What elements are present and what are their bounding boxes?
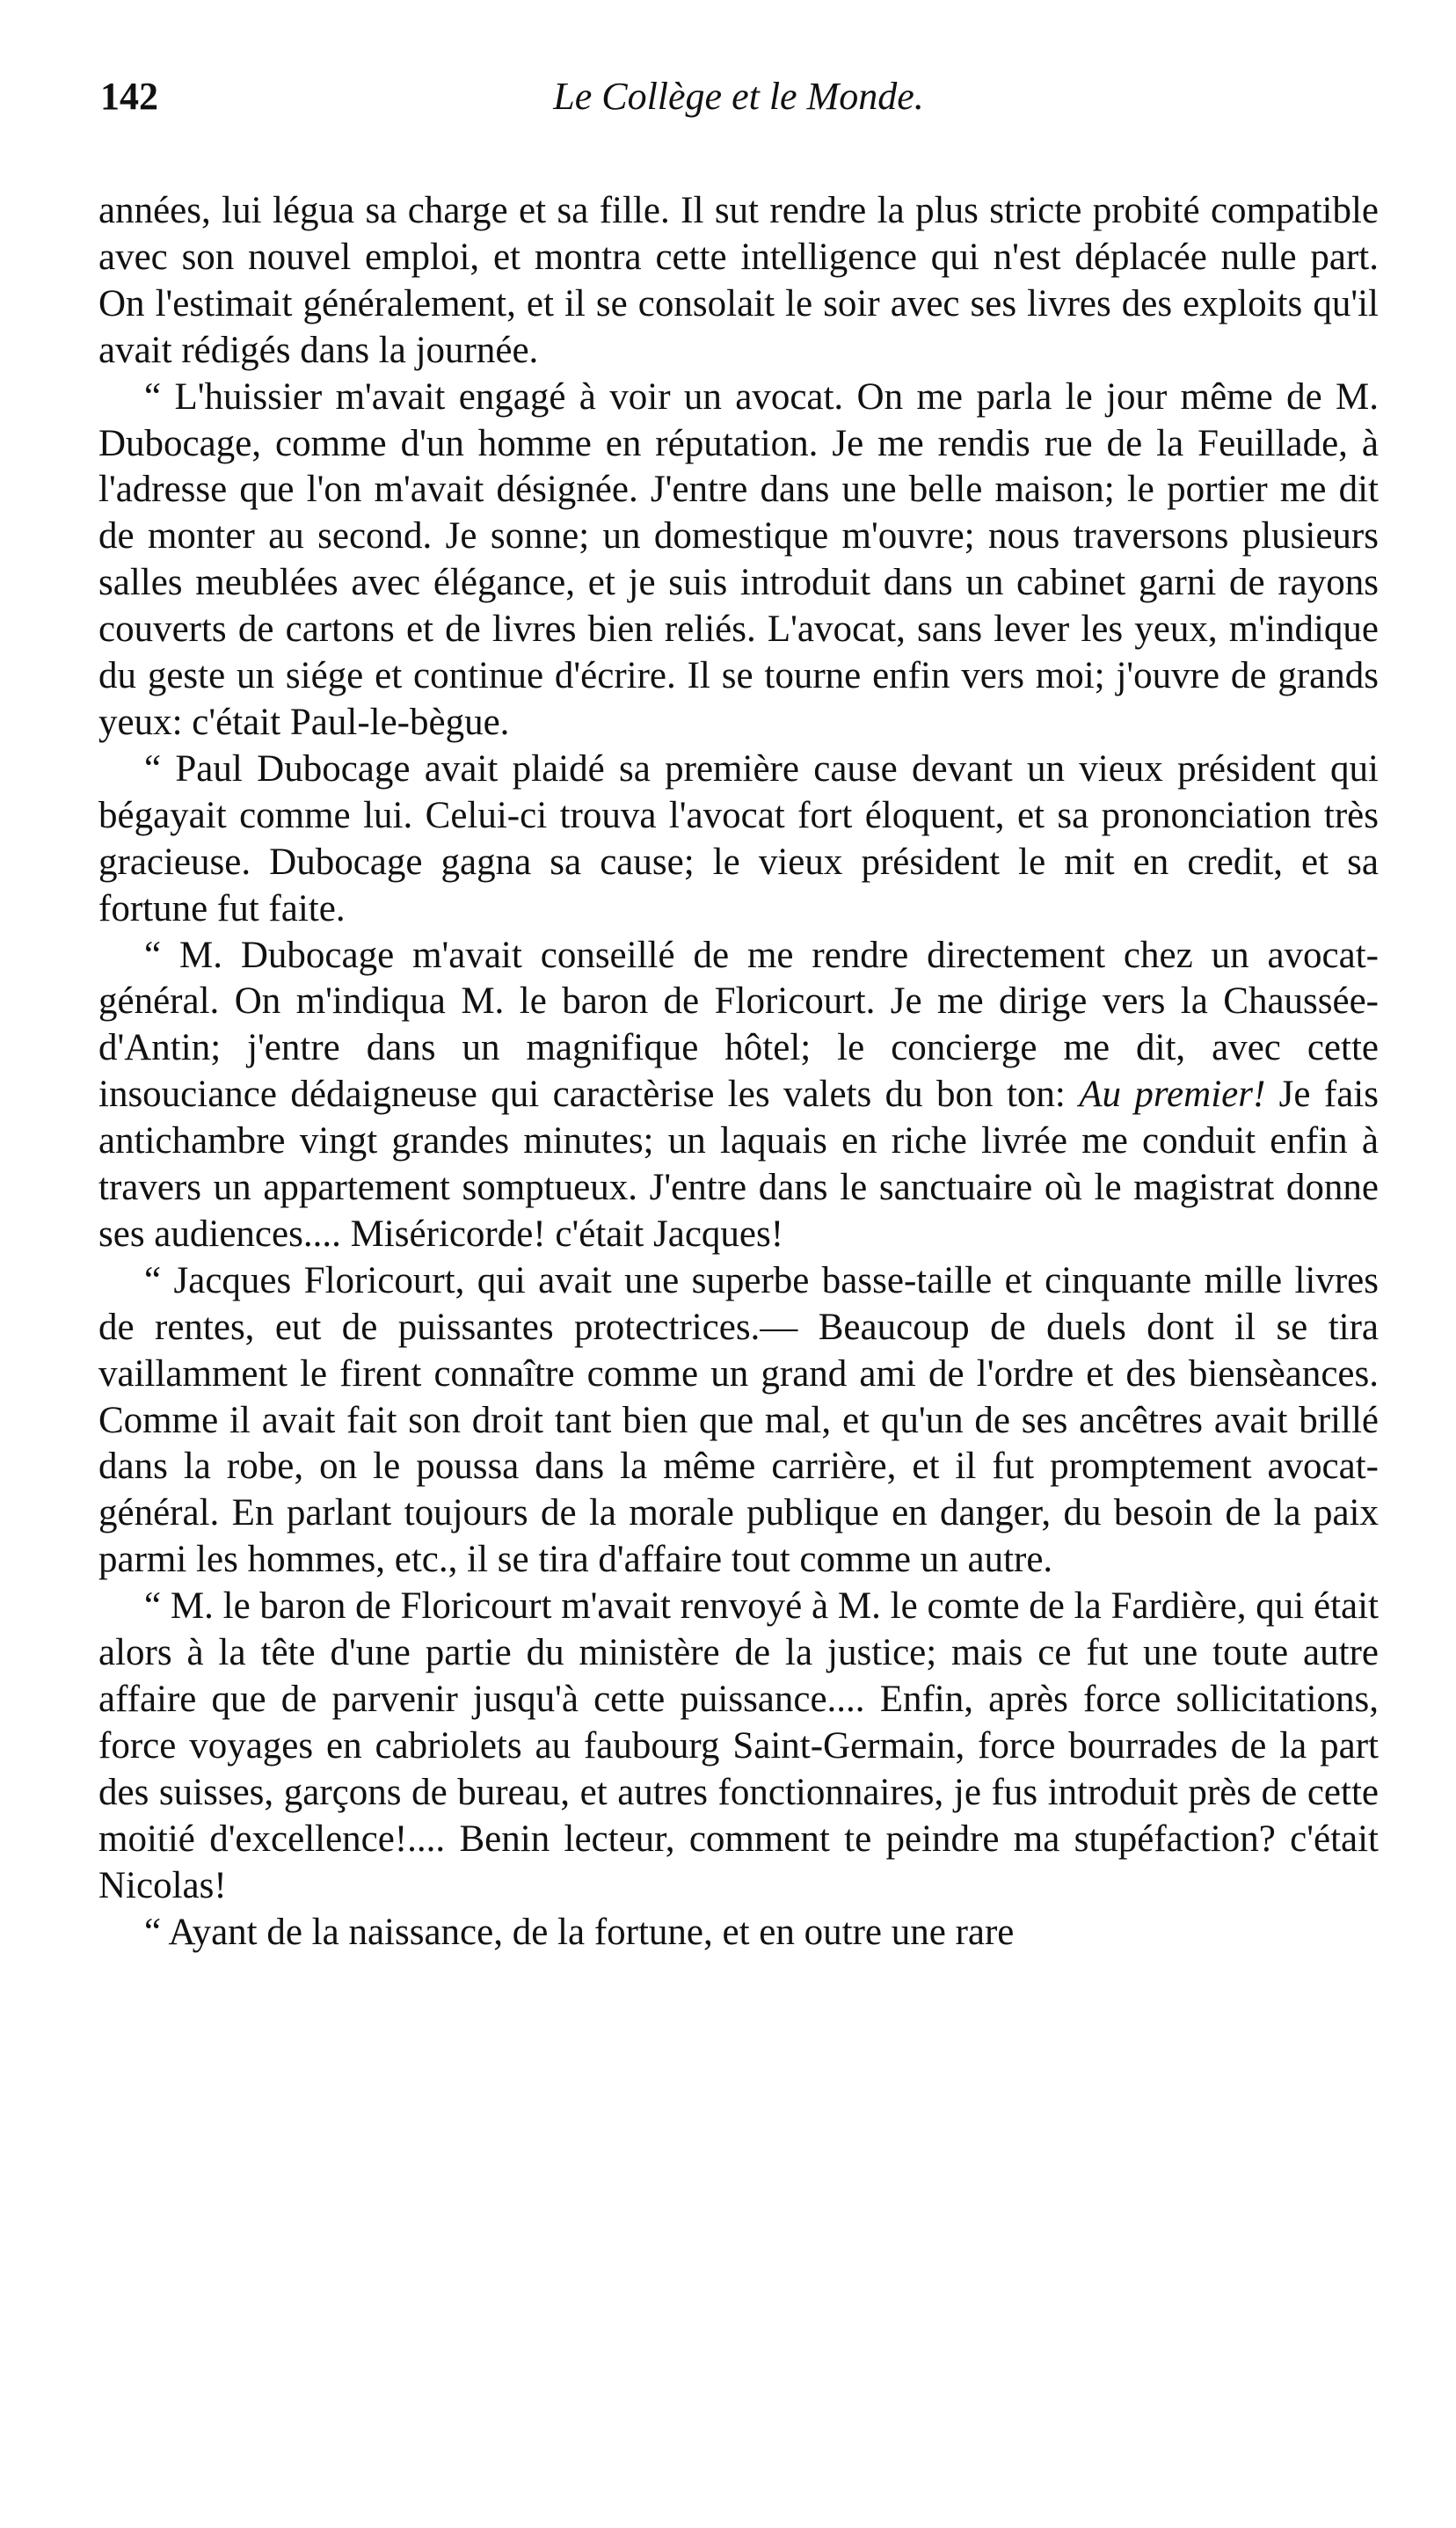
paragraph-text: “ M. Dubocage m'avait conseillé de me rendre directement chez un avocat-général. On m'indiqua M. le baron de Floricourt. Je me dirige vers la Chaussée-d'Antin; j'entre dans un magnifique hôtel; le concierge me dit, avec cette insouciance dédaigneuse qui caractèrise les valets du bon ton:	[98, 934, 1379, 1116]
paragraph: années, lui légua sa charge et sa fille. Il sut rendre la plus stricte probité compatible avec son nouvel emploi, et montra cette intelligence qui n'est déplacée nulle part. On l'estimait généralement, et il se consolait le soir avec ses livres des exploits qu'il avait rédigés dans la journée.	[98, 190, 1379, 371]
running-title: Le Collège et le Monde.	[553, 75, 924, 118]
page-number: 142	[100, 75, 158, 118]
book-page	[98, 62, 1379, 1956]
paragraph: “ M. le baron de Floricourt m'avait renvoyé à M. le comte de la Fardière, qui était alors à la tête d'une partie du ministère de la justice; mais ce fut une toute autre affaire que de parvenir jusqu'à cette puissance.... Enfin, après force sollicitations, force voyages en cabriolets au faubourg Saint-Germain, force bourrades de la part des suisses, garçons de bureau, et autres fonctionnaires, je fus introduit près de cette moitié d'excellence!.... Benin lecteur, comment te peindre ma stupéfaction? c'était Nicolas!	[98, 1585, 1379, 1906]
paragraph: “ Ayant de la naissance, de la fortune, et en outre une rare	[144, 1911, 1015, 1953]
italic-phrase: Au premier!	[1079, 1074, 1266, 1116]
running-head	[98, 62, 1379, 132]
paragraph	[98, 933, 1379, 1258]
paragraph-text: Je fais antichambre vingt grandes minutes; un laquais en riche livrée me conduit enfin à travers un appartement somptueux. J'entre dans le sanctuaire où le magistrat donne ses audiences.... Miséricorde! c'était Jacques!	[98, 1074, 1379, 1255]
paragraph: “ Jacques Floricourt, qui avait une superbe basse-taille et cinquante mille livres de rentes, eut de puissantes protectrices.— Beaucoup de duels dont il se tira vaillamment le firent connaître comme un grand ami de l'ordre et des biensèances. Comme il avait fait son droit tant bien que mal, et qu'un de ses ancêtres avait brillé dans la robe, on le poussa dans la même carrière, et il fut promptement avocat-général. En parlant toujours de la morale publique en danger, du besoin de la paix parmi les hommes, etc., il se tira d'affaire tout comme un autre.	[98, 1259, 1379, 1581]
body-text	[98, 188, 1379, 1956]
paragraph: “ L'huissier m'avait engagé à voir un avocat. On me parla le jour même de M. Dubocage, comme d'un homme en réputation. Je me rendis rue de la Feuillade, à l'adresse que l'on m'avait désignée. J'entre dans une belle maison; le portier me dit de monter au second. Je sonne; un domestique m'ouvre; nous traversons plusieurs salles meublées avec élégance, et je suis introduit dans un cabinet garni de rayons couverts de cartons et de livres bien reliés. L'avocat, sans lever les yeux, m'indique du geste un siége et continue d'écrire. Il se tourne enfin vers moi; j'ouvre de grands yeux: c'était Paul-le-bègue.	[98, 375, 1379, 743]
paragraph: “ Paul Dubocage avait plaidé sa première cause devant un vieux président qui bégayait comme lui. Celui-ci trouva l'avocat fort éloquent, et sa prononciation très gracieuse. Dubocage gagna sa cause; le vieux président le mit en credit, et sa fortune fut faite.	[98, 747, 1379, 929]
